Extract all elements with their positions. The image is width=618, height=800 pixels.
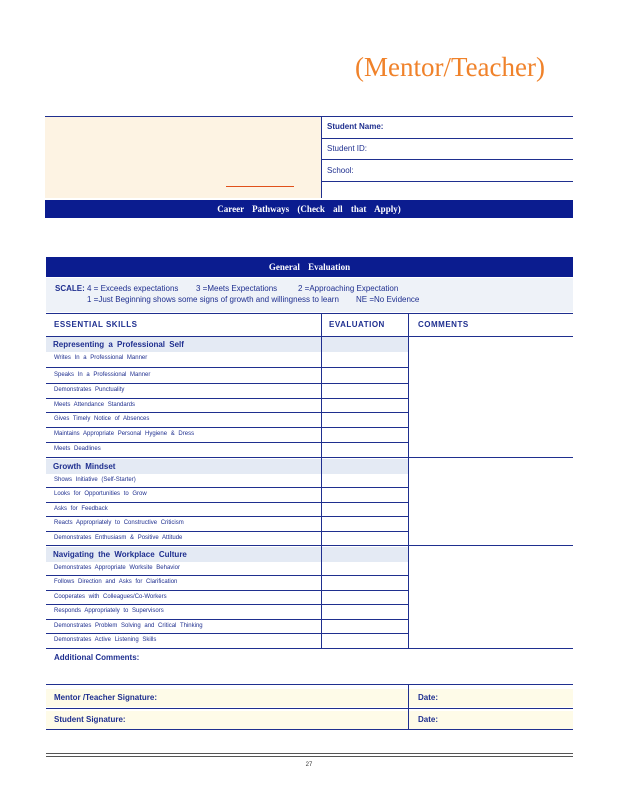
column-header-skills: ESSENTIAL SKILLS — [54, 320, 138, 329]
skill-item: Meets Attendance Standards — [54, 402, 136, 408]
comments-column-line — [408, 313, 409, 648]
page-number: 27 — [305, 762, 313, 768]
scale-label: SCALE: — [55, 284, 85, 293]
footer-line — [46, 756, 573, 757]
student-id-label: Student ID: — [327, 144, 368, 153]
student-id-line — [321, 159, 573, 160]
skill-item: Writes In a Professional Manner — [54, 355, 148, 361]
skill-item: Gives Timely Notice of Absences — [54, 416, 150, 422]
orange-underline — [226, 186, 294, 187]
scale-3: 3 =Meets Expectations — [196, 284, 278, 293]
row-line — [46, 633, 408, 634]
divider — [46, 708, 573, 709]
section-line — [46, 545, 573, 546]
skill-item: Meets Deadlines — [54, 446, 101, 452]
row-line — [46, 398, 408, 399]
skill-item: Demonstrates Active Listening Skills — [54, 637, 157, 643]
date-column-line — [408, 684, 409, 729]
skill-item: Reacts Appropriately to Constructive Criticism — [54, 520, 184, 526]
school-label: School: — [327, 166, 354, 175]
page-title: (Mentor/Teacher) — [354, 52, 545, 82]
scale-box — [46, 278, 573, 312]
footer-line — [46, 753, 573, 754]
scale-2: 2 =Approaching Expectation — [298, 284, 399, 293]
section-line — [46, 457, 573, 458]
row-line — [46, 427, 408, 428]
skill-item: Responds Appropriately to Supervisors — [54, 608, 164, 614]
divider — [321, 116, 322, 198]
divider — [46, 729, 573, 730]
skill-item: Looks for Opportunities to Grow — [54, 491, 147, 497]
general-evaluation-bar: General Evaluation — [46, 257, 573, 277]
row-line — [46, 502, 408, 503]
column-header-comments: COMMENTS — [418, 320, 469, 329]
scale-4: 4 = Exceeds expectations — [87, 284, 179, 293]
mentor-signature-label: Mentor /Teacher Signature: — [54, 693, 157, 702]
skill-item: Demonstrates Problem Solving and Critical Thinking — [54, 623, 203, 629]
scale-ne: NE =No Evidence — [356, 295, 420, 304]
skill-item: Demonstrates Appropriate Worksite Behavior — [54, 565, 180, 571]
skill-item: Speaks In a Professional Manner — [54, 372, 151, 378]
career-pathways-bar: Career Pathways (Check all that Apply) — [45, 200, 573, 218]
row-line — [46, 619, 408, 620]
divider — [46, 313, 573, 314]
mentor-date-label: Date: — [418, 693, 439, 702]
student-signature-row — [46, 711, 573, 729]
student-signature-label: Student Signature: — [54, 715, 126, 724]
student-name-label: Student Name: — [327, 122, 384, 131]
row-line — [46, 412, 408, 413]
row-line — [46, 487, 408, 488]
skill-item: Demonstrates Punctuality — [54, 387, 125, 393]
additional-comments-label: Additional Comments: — [54, 653, 140, 662]
section-heading: Navigating the Workplace Culture — [46, 547, 408, 562]
row-line — [46, 442, 408, 443]
section-heading: Growth Mindset — [46, 459, 408, 474]
divider — [45, 116, 573, 117]
skill-item: Follows Direction and Asks for Clarification — [54, 579, 178, 585]
row-line — [46, 575, 408, 576]
skill-item: Shows Initiative (Self-Starter) — [54, 477, 136, 483]
section-line — [46, 648, 573, 649]
row-line — [46, 604, 408, 605]
divider — [46, 684, 573, 685]
skill-item: Asks for Feedback — [54, 506, 108, 512]
scale-1: 1 =Just Beginning shows some signs of growth and willingness to learn — [87, 295, 339, 304]
skill-item: Cooperates with Colleagues/Co-Workers — [54, 594, 167, 600]
student-date-label: Date: — [418, 715, 439, 724]
row-line — [46, 590, 408, 591]
section-heading: Representing a Professional Self — [46, 337, 408, 352]
column-header-evaluation: EVALUATION — [329, 320, 385, 329]
row-line — [46, 383, 408, 384]
row-line — [46, 516, 408, 517]
skill-item: Maintains Appropriate Personal Hygiene & Dress — [54, 431, 195, 437]
mentor-signature-row — [46, 689, 573, 707]
row-line — [46, 531, 408, 532]
row-line — [46, 367, 408, 368]
school-line — [321, 181, 573, 182]
student-name-line — [321, 138, 573, 139]
evaluation-column-line — [321, 313, 322, 648]
skill-item: Demonstrates Enthusiasm & Positive Attitude — [54, 535, 183, 541]
